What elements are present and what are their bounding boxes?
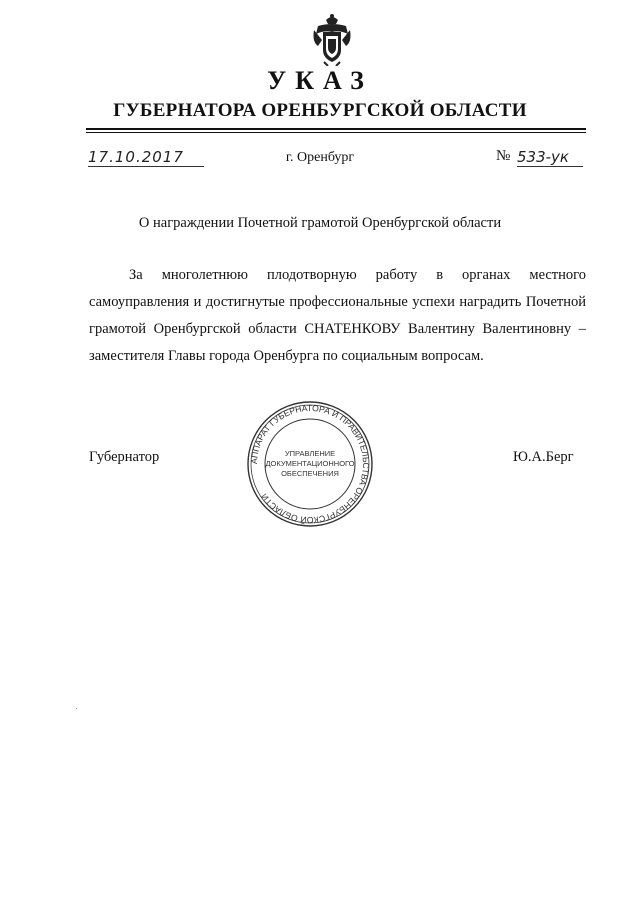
signatory-name: Ю.А.Берг <box>513 449 574 465</box>
scan-speck <box>76 708 77 709</box>
decree-date: 17.10.2017 <box>88 148 204 167</box>
decree-city: г. Оренбург <box>285 150 355 165</box>
signatory-title: Губернатор <box>89 449 160 465</box>
decree-body: За многолетнюю плодотворную работу в органах местного самоуправления и достигнутые профессиональные успехи наградить Почетной грамотой Оренбургской области СНАТЕНКОВУ Валентину Валентиновну – заместителя Главы города Оренбурга по социальным вопросам. <box>89 267 586 364</box>
stamp-line-1: УПРАВЛЕНИЕ <box>284 449 336 458</box>
decree-number-label: № <box>496 148 511 164</box>
header-rule <box>86 128 586 130</box>
header-rule-thin <box>86 132 586 133</box>
stamp-ring-text: АППАРАТ ГУБЕРНАТОРА И ПРАВИТЕЛЬСТВА ОРЕНБУРГСКОЙ ОБЛАСТИ <box>248 402 372 526</box>
stamp-line-3: ОБЕСПЕЧЕНИЯ <box>281 469 339 478</box>
coat-of-arms-icon <box>310 12 354 66</box>
decree-number: 533-ук <box>517 148 583 167</box>
official-stamp <box>244 398 376 530</box>
decree-subject: О награждении Почетной грамотой Оренбургской области <box>138 215 502 231</box>
stamp-line-2: ДОКУМЕНТАЦИОННОГО <box>265 459 355 468</box>
document-type-title: УКАЗ <box>267 66 373 95</box>
issuer-title: ГУБЕРНАТОРА ОРЕНБУРГСКОЙ ОБЛАСТИ <box>113 100 527 121</box>
